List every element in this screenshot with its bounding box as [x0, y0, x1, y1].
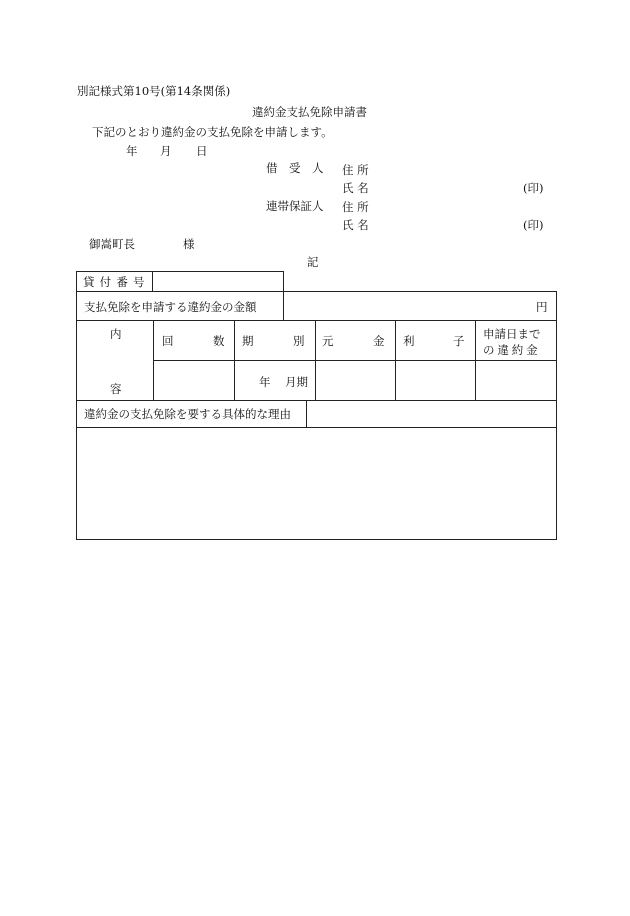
borrower-seal: (印) [523, 181, 544, 195]
row-line-2 [76, 400, 557, 401]
col-penalty-line1: 申請日まで [483, 327, 541, 341]
addressee-honorific: 様 [183, 237, 195, 251]
col-times-a: 回 [162, 334, 174, 348]
date-day: 日 [196, 144, 208, 158]
borrower-name-label: 氏 名 [342, 181, 369, 195]
period-month-term: 月期 [285, 375, 308, 389]
form-number: 別記様式第10号(第14条関係) [77, 84, 231, 98]
guarantor-name-label: 氏 名 [342, 218, 369, 232]
borrower-label: 借 受 人 [266, 161, 324, 175]
interest-value-field[interactable] [396, 361, 474, 400]
col-interest-b: 子 [453, 334, 465, 348]
date-year: 年 [126, 144, 138, 158]
loan-number-label: 貸付番号 [83, 275, 150, 289]
yen-unit: 円 [536, 300, 548, 314]
period-year: 年 [259, 375, 271, 389]
intro-text: 下記のとおり違約金の支払免除を申請します。 [92, 125, 333, 139]
col-interest-a: 利 [403, 334, 415, 348]
col-principal-b: 金 [373, 334, 385, 348]
date-month: 月 [160, 144, 172, 158]
col-principal-a: 元 [322, 334, 334, 348]
document-title: 違約金支払免除申請書 [252, 105, 367, 119]
row-line-1 [76, 320, 557, 321]
loan-number-field[interactable] [153, 272, 283, 291]
guarantor-address-label: 住 所 [342, 200, 369, 214]
reason-label: 違約金の支払免除を要する具体的な理由 [84, 407, 291, 421]
ki-label: 記 [307, 255, 319, 269]
principal-value-field[interactable] [316, 361, 394, 400]
col-penalty-line2: の違約金 [483, 343, 541, 357]
col-times-b: 数 [213, 334, 225, 348]
col-period-b: 別 [293, 334, 305, 348]
joint-guarantor-label: 連帯保証人 [266, 199, 324, 213]
detail-label-top: 内 [110, 327, 122, 341]
penalty-value-field[interactable] [476, 361, 556, 400]
addressee-mayor: 御嵩町長 [89, 237, 135, 251]
times-value-field[interactable] [154, 361, 233, 400]
detail-label-bottom: 容 [110, 382, 122, 396]
borrower-address-label: 住 所 [342, 163, 369, 177]
amount-label: 支払免除を申請する違約金の金額 [84, 300, 257, 314]
col-period-a: 期 [242, 334, 254, 348]
reason-text-area[interactable] [77, 428, 556, 539]
reason-divider [306, 400, 307, 427]
amount-field[interactable] [284, 292, 556, 319]
guarantor-seal: (印) [523, 218, 544, 232]
